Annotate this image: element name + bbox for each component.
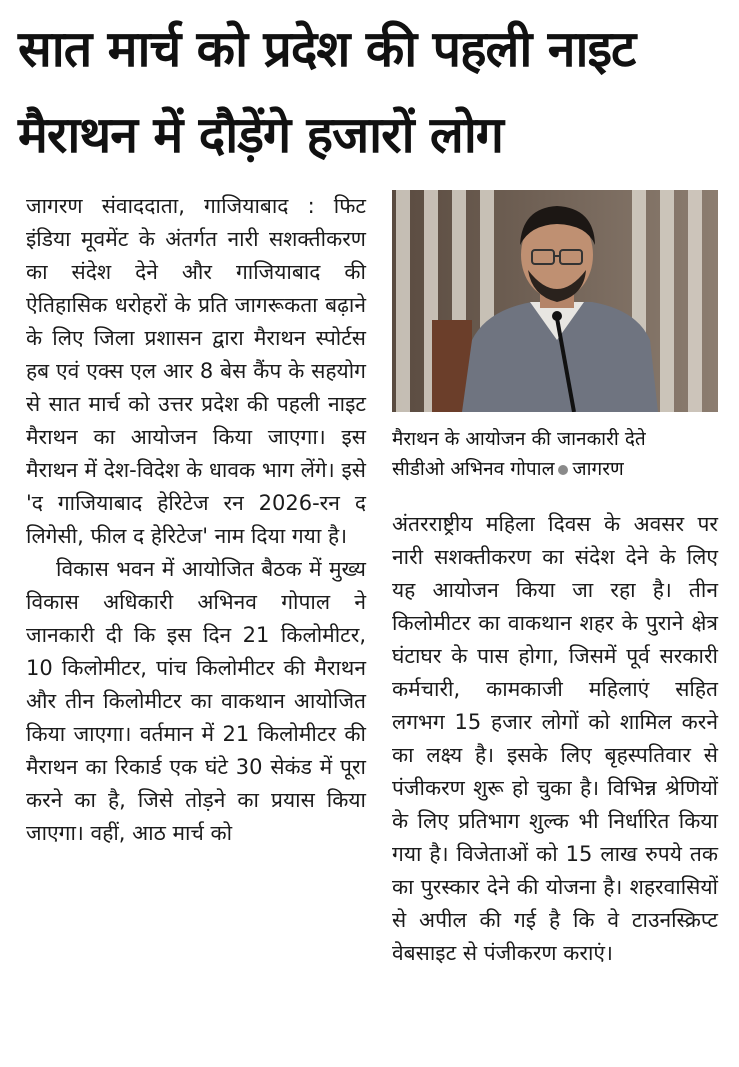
- caption-line-2: [392, 454, 718, 484]
- photo-caption: [392, 424, 718, 484]
- byline: जागरण संवाददाता, गाजियाबाद :: [26, 194, 315, 218]
- person-photo-illustration: [392, 190, 718, 412]
- article-paragraph-3: अंतरराष्ट्रीय महिला दिवस के अवसर पर नारी सशक्तीकरण का संदेश देने के लिए यह आयोजन किया जा रहा है। तीन किलोमीटर का वाकथान शहर के पुराने क्षेत्र घंटाघर के पास होगा, जिसमें पूर्व सरकारी कर्मचारी, कामकाजी महिलाएं सहित लगभग 15 हजार लोगों को शामिल करने का लक्ष्य है। इसके लिए बृहस्पतिवार से पंजीकरण शुरू हो चुका है। विभिन्न श्रेणियों के लिए प्रतिभाग शुल्क भी निर्धारित किया गया है। विजेताओं को 15 लाख रुपये तक का पुरस्कार देने की योजना है। शहरवासियों से अपील की गई है कि वे टाउनस्क्रिप्ट वेबसाइट से पंजीकरण कराएं।: [392, 512, 718, 965]
- headline: [18, 6, 728, 178]
- article-column-left: [26, 190, 366, 850]
- headline-line-2: मैराथन में दौड़ेंगे हजारों लोग: [18, 106, 503, 164]
- article-paragraph-1-text: फिट इंडिया मूवमेंट के अंतर्गत नारी सशक्तीकरण का संदेश देने और गाजियाबाद की ऐतिहासिक धरोहरों के प्रति जागरूकता बढ़ाने के लिए जिला प्रशासन द्वारा मैराथन स्पोर्टस हब एवं एक्स एल आर 8 बेस कैंप के सहयोग से सात मार्च को उत्तर प्रदेश की पहली नाइट मैराथन का आयोजन किया जाएगा। इस मैराथन में देश-विदेश के धावक भाग लेंगे। इसे 'द गाजियाबाद हेरिटेज रन 2026-रन द लिगेसी, फील द हेरिटेज' नाम दिया गया है।: [26, 194, 366, 548]
- news-photo: [392, 190, 718, 412]
- article-paragraph-2: विकास भवन में आयोजित बैठक में मुख्य विकास अधिकारी अभिनव गोपाल ने जानकारी दी कि इस दिन 21 किलोमीटर, 10 किलोमीटर, पांच किलोमीटर की मैराथन और तीन किलोमीटर का वाकथान आयोजित किया जाएगा। वर्तमान में 21 किलोमीटर की मैराथन का रिकार्ड एक घंटे 30 सेकंड में पूरा करने का है, जिसे तोड़ने का प्रयास किया जाएगा। वहीं, आठ मार्च को: [26, 557, 366, 845]
- headline-line-1: सात मार्च को प्रदेश की पहली नाइट: [18, 20, 636, 78]
- photo-credit: जागरण: [572, 458, 624, 480]
- caption-subject: सीडीओ अभिनव गोपाल: [392, 458, 555, 480]
- bullet-icon: [558, 465, 568, 475]
- article-paragraph-1: [26, 190, 366, 553]
- caption-line-1: मैराथन के आयोजन की जानकारी देते: [392, 428, 646, 450]
